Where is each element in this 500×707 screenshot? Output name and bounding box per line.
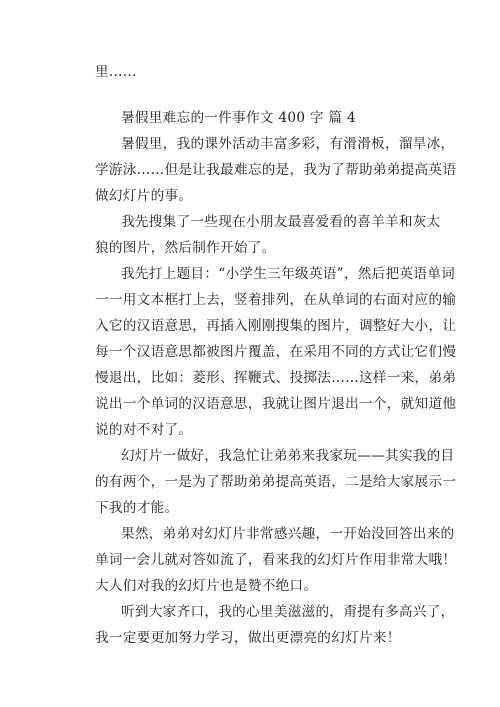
paragraph-line: 入它的汉语意思，再插入刚刚搜集的图片，调整好大小，让 [95,318,457,334]
paragraph-line: 我先搜集了一些现在小朋友最喜爱看的喜羊羊和灰太 [121,214,441,230]
paragraph-line: 单词一会儿就对答如流了，看来我的幻灯片作用非常大哦！ [95,552,457,568]
paragraph-line: 学游泳……但是让我最难忘的是，我为了帮助弟弟提高英语 [95,162,457,178]
paragraph-line: 做幻灯片的事。 [95,188,193,204]
paragraph-line: 狼的图片，然后制作开始了。 [95,240,276,256]
paragraph-line: 果然，弟弟对幻灯片非常感兴趣，一开始没回答出来的 [121,526,455,542]
paragraph-line: 我一定要更加努力学习，做出更漂亮的幻灯片来！ [95,630,401,646]
carryover-text: 里...... [95,64,137,80]
paragraph-line: 说出一个单词的汉语意思，我就让图片退出一个，就知道他 [95,396,457,412]
essay-heading: 暑假里难忘的一件事作文 400 字 篇 4 [121,110,356,126]
paragraph-line: 一一用文本框打上去，竖着排列，在从单词的右面对应的输 [95,292,457,308]
paragraph-line: 我先打上题目：“小学生三年级英语”，然后把英语单词 [121,266,456,282]
paragraph-line: 说的对不对了。 [95,422,193,438]
paragraph-line: 慢退出，比如：菱形、挥鞭式、投掷法……这样一来，弟弟 [95,370,457,386]
paragraph-line: 每一个汉语意思都被图片覆盖，在采用不同的方式让它们慢 [95,344,457,360]
paragraph-line: 下我的才能。 [95,500,179,516]
paragraph-line: 幻灯片一做好，我急忙让弟弟来我家玩——其实我的目 [121,448,455,464]
paragraph-line: 暑假里，我的课外活动丰富多彩，有滑滑板，溜旱冰， [121,136,455,152]
paragraph-line: 大人们对我的幻灯片也是赞不绝口。 [95,578,318,594]
paragraph-line: 的有两个，一是为了帮助弟弟提高英语，二是给大家展示一 [95,474,457,490]
paragraph-line: 听到大家齐口，我的心里美滋滋的，甭提有多高兴了， [121,604,455,620]
